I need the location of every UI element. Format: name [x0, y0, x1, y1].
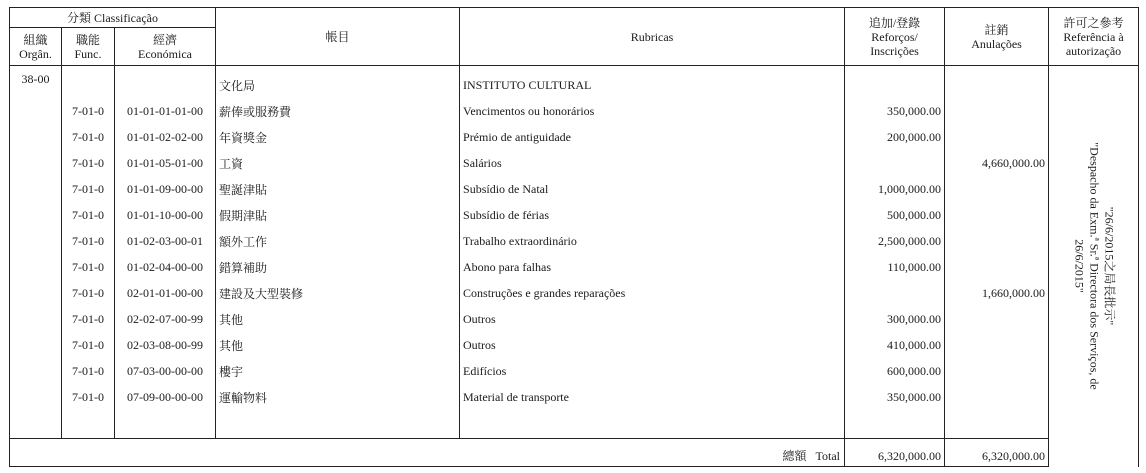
reference-line-3: 26/6/2015" — [1072, 239, 1087, 294]
table-row — [10, 124, 1139, 150]
additions-header-pt1: Reforços/ — [871, 29, 918, 44]
functional-header-pt: Func. — [74, 46, 102, 61]
func-code: 7-01-0 — [62, 150, 115, 176]
rubric-pt: Material de transporte — [460, 384, 845, 410]
total-label-pt: Total — [815, 449, 841, 463]
econ-code: 01-01-01-01-00 — [115, 98, 216, 124]
func-code: 7-01-0 — [62, 176, 115, 202]
organic-header-zh: 組織 — [23, 32, 48, 47]
reforco-amount: 500,000.00 — [845, 202, 945, 228]
cancellations-header — [945, 8, 1049, 66]
spacer-row — [10, 410, 1139, 439]
classification-header: 分類 Classificação — [10, 8, 216, 28]
rubric-pt: Edifícios — [460, 358, 845, 384]
organic-header — [10, 28, 62, 66]
reforco-amount: 1,000,000.00 — [845, 176, 945, 202]
rubric-pt: Abono para falhas — [460, 254, 845, 280]
account-zh: 其他 — [216, 306, 460, 332]
reforco-amount — [845, 280, 945, 306]
account-zh: 錯算補助 — [216, 254, 460, 280]
reforco-amount: 110,000.00 — [845, 254, 945, 280]
reforco-amount: 410,000.00 — [845, 332, 945, 358]
rubric-pt: Salários — [460, 150, 845, 176]
org-row — [10, 72, 1139, 98]
func-code: 7-01-0 — [62, 228, 115, 254]
table-row — [10, 358, 1139, 384]
total-reforco: 6,320,000.00 — [845, 439, 945, 467]
account-zh: 假期津貼 — [216, 202, 460, 228]
rubric-pt: Prémio de antiguidade — [460, 124, 845, 150]
rubric-pt: Construções e grandes reparações — [460, 280, 845, 306]
cancellations-header-pt: Anulações — [971, 36, 1022, 51]
table-row — [10, 306, 1139, 332]
func-code: 7-01-0 — [62, 384, 115, 410]
anulacao-amount — [945, 124, 1049, 150]
anulacao-amount — [945, 358, 1049, 384]
func-code: 7-01-0 — [62, 254, 115, 280]
econ-code: 02-03-08-00-99 — [115, 332, 216, 358]
econ-code: 01-01-02-02-00 — [115, 124, 216, 150]
reforco-amount — [845, 150, 945, 176]
reference-text — [1071, 116, 1116, 416]
func-code: 7-01-0 — [62, 280, 115, 306]
account-zh: 額外工作 — [216, 228, 460, 254]
table-row — [10, 98, 1139, 124]
anulacao-amount — [945, 306, 1049, 332]
rubrics-header: Rubricas — [460, 8, 845, 66]
econ-code: 01-02-04-00-00 — [115, 254, 216, 280]
anulacao-amount — [945, 202, 1049, 228]
econ-code: 01-01-05-01-00 — [115, 150, 216, 176]
reforco-amount: 2,500,000.00 — [845, 228, 945, 254]
functional-header — [62, 28, 115, 66]
reference-line-1: "26/6/2015之局長批示" — [1102, 207, 1117, 326]
table-row — [10, 176, 1139, 202]
anulacao-amount — [945, 98, 1049, 124]
func-code: 7-01-0 — [62, 332, 115, 358]
anulacao-amount — [945, 332, 1049, 358]
total-row — [10, 439, 1139, 467]
econ-code: 01-01-09-00-00 — [115, 176, 216, 202]
anulacao-amount — [945, 254, 1049, 280]
econ-code: 07-09-00-00-00 — [115, 384, 216, 410]
anulacao-amount: 4,660,000.00 — [945, 150, 1049, 176]
rubric-pt: Outros — [460, 306, 845, 332]
account-zh: 薪俸或服務費 — [216, 98, 460, 124]
anulacao-amount: 1,660,000.00 — [945, 280, 1049, 306]
budget-table — [9, 7, 1139, 467]
account-zh: 其他 — [216, 332, 460, 358]
organic-header-pt: Orgân. — [19, 46, 52, 61]
reforco-amount: 350,000.00 — [845, 384, 945, 410]
reference-cell — [1049, 66, 1139, 467]
rubric-pt: Outros — [460, 332, 845, 358]
org-name-zh: 文化局 — [216, 72, 460, 98]
econ-code: 02-01-01-00-00 — [115, 280, 216, 306]
econ-code: 02-02-07-00-99 — [115, 306, 216, 332]
reference-header-pt2: autorização — [1065, 43, 1122, 58]
account-zh-header: 帳目 — [216, 8, 460, 66]
func-code: 7-01-0 — [62, 306, 115, 332]
econ-code: 01-02-03-00-01 — [115, 228, 216, 254]
table-row — [10, 202, 1139, 228]
reference-header-pt1: Referência à — [1063, 29, 1124, 44]
table-row — [10, 280, 1139, 306]
total-anulacao: 6,320,000.00 — [945, 439, 1049, 467]
anulacao-amount — [945, 176, 1049, 202]
func-code: 7-01-0 — [62, 358, 115, 384]
account-zh: 運輸物料 — [216, 384, 460, 410]
reforco-amount: 600,000.00 — [845, 358, 945, 384]
anulacao-amount — [945, 228, 1049, 254]
economic-header — [115, 28, 216, 66]
rubric-pt: Subsídio de férias — [460, 202, 845, 228]
rubric-pt: Subsídio de Natal — [460, 176, 845, 202]
additions-header-zh: 追加/登錄 — [868, 15, 921, 30]
account-zh: 工資 — [216, 150, 460, 176]
reference-header — [1049, 8, 1139, 66]
economic-header-zh: 經濟 — [153, 32, 178, 47]
table-row — [10, 228, 1139, 254]
func-code: 7-01-0 — [62, 98, 115, 124]
cancellations-header-zh: 註銷 — [984, 22, 1009, 37]
func-code: 7-01-0 — [62, 124, 115, 150]
reforco-amount: 300,000.00 — [845, 306, 945, 332]
additions-header-pt2: Inscrições — [870, 43, 919, 58]
total-label-zh: 總額 — [782, 449, 807, 463]
func-code: 7-01-0 — [62, 202, 115, 228]
functional-header-zh: 職能 — [75, 32, 100, 47]
table-row — [10, 254, 1139, 280]
anulacao-amount — [945, 384, 1049, 410]
rubric-pt: Trabalho extraordinário — [460, 228, 845, 254]
economic-header-pt: Económica — [138, 46, 192, 61]
table-row — [10, 332, 1139, 358]
econ-code: 07-03-00-00-00 — [115, 358, 216, 384]
account-zh: 年資獎金 — [216, 124, 460, 150]
reference-header-zh: 許可之參考 — [1063, 15, 1124, 30]
rubric-pt: Vencimentos ou honorários — [460, 98, 845, 124]
org-name-pt: INSTITUTO CULTURAL — [460, 72, 845, 98]
org-code: 38-00 — [10, 72, 62, 98]
reference-line-2: "Despacho da Exm.ª Sr.ª Directora dos Serviços, de — [1087, 142, 1102, 390]
reforco-amount: 350,000.00 — [845, 98, 945, 124]
account-zh: 樓宇 — [216, 358, 460, 384]
total-label — [10, 439, 845, 467]
econ-code: 01-01-10-00-00 — [115, 202, 216, 228]
reforco-amount: 200,000.00 — [845, 124, 945, 150]
account-zh: 聖誕津貼 — [216, 176, 460, 202]
table-row — [10, 384, 1139, 410]
account-zh: 建設及大型裝修 — [216, 280, 460, 306]
table-row — [10, 150, 1139, 176]
additions-header — [845, 8, 945, 66]
